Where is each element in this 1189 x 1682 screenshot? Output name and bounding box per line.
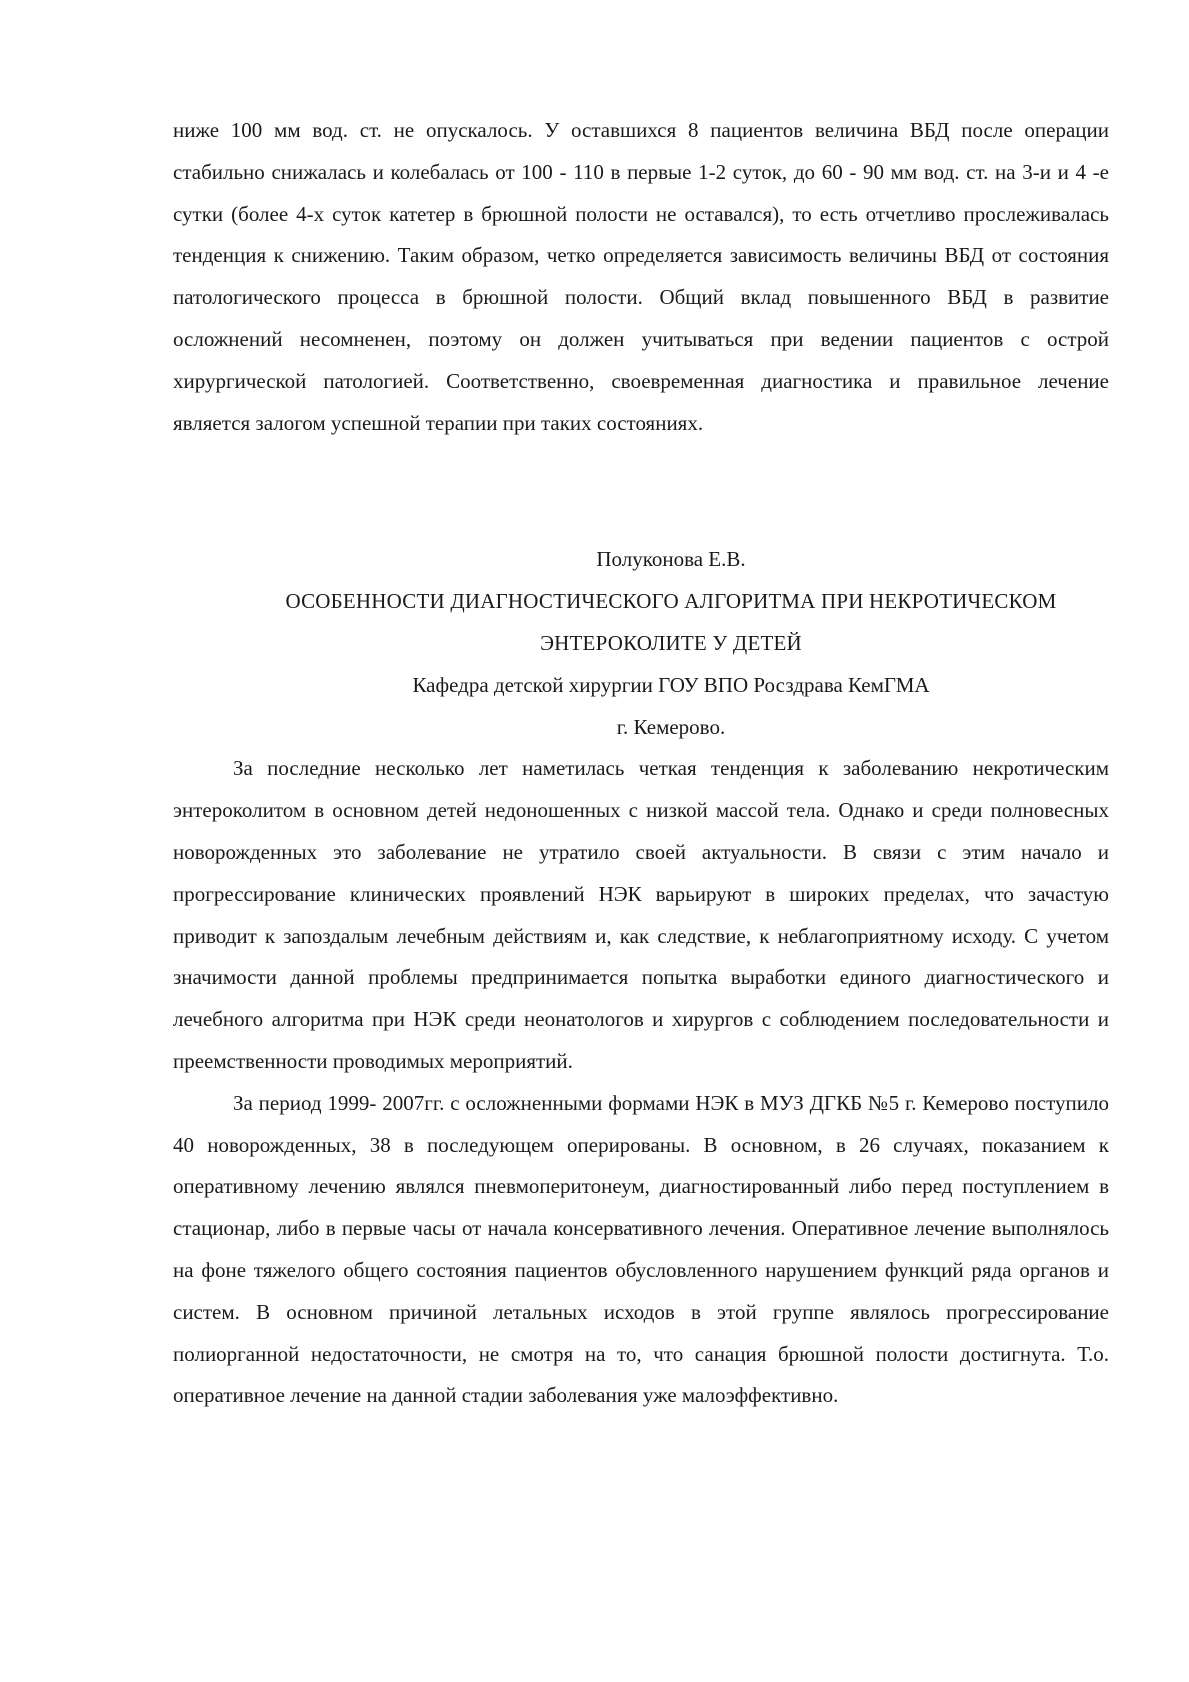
article-title-line-1: ОСОБЕННОСТИ ДИАГНОСТИЧЕСКОГО АЛГОРИТМА ПРИ НЕКРОТИЧЕСКОМ xyxy=(285,589,1057,614)
article-affiliation: Кафедра детской хирургии ГОУ ВПО Росздрава КемГМА xyxy=(412,672,930,697)
body-paragraph-2: За период 1999- 2007гг. с осложненными формами НЭК в МУЗ ДГКБ №5 г. Кемерово поступило 40 новорожденных, 38 в последующем оперированы. В основном, в 26 случаях, показанием к оперативному лечению являлся пневмоперитонеум, диагностированный либо перед поступлением в стационар, либо в первые часы от начала консервативного лечения. Оперативное лечение выполнялось на фоне тяжелого общего состояния пациентов обусловленного нарушением функций ряда органов и систем. В основном причиной летальных исходов в этой группе являлось прогрессирование полиорганной недостаточности, не смотря на то, что санация брюшной полости достигнута. Т.о. оперативное лечение на данной стадии заболевания уже малоэффективно. xyxy=(173,1090,1109,1408)
article-title-line-2: ЭНТЕРОКОЛИТЕ У ДЕТЕЙ xyxy=(540,630,802,655)
continuation-paragraph: ниже 100 мм вод. ст. не опускалось. У оставшихся 8 пациентов величина ВБД после операции стабильно снижалась и колебалась от 100 - 110 в первые 1-2 суток, до 60 - 90 мм вод. ст. на 3-и и 4 -е сутки (более 4-х суток катетер в брюшной полости не оставался), то есть отчетливо прослеживалась тенденция к снижению. Таким образом, четко определяется зависимость величины ВБД от состояния патологического процесса в брюшной полости. Общий вклад повышенного ВБД в развитие осложнений несомненен, поэтому он должен учитываться при ведении пациентов с острой хирургической патологией. Соответственно, своевременная диагностика и правильное лечение является залогом успешной терапии при таких состояниях. xyxy=(173,118,1109,435)
article-city: г. Кемерово. xyxy=(616,714,726,739)
document-page xyxy=(173,110,1109,1417)
body-paragraph-1: За последние несколько лет наметилась четкая тенденция к заболеванию некротическим энтероколитом в основном детей недоношенных с низкой массой тела. Однако и среди полновесных новорожденных это заболевание не утратило своей актуальности. В связи с этим начало и прогрессирование клинических проявлений НЭК варьируют в широких пределах, что зачастую приводит к запоздалым лечебным действиям и, как следствие, к неблагоприятному исходу. С учетом значимости данной проблемы предпринимается попытка выработки единого диагностического и лечебного алгоритма при НЭК среди неонатологов и хирургов с соблюдением последовательности и преемственности проводимых мероприятий. xyxy=(173,756,1109,1073)
article-author: Полуконова Е.В. xyxy=(596,547,746,572)
